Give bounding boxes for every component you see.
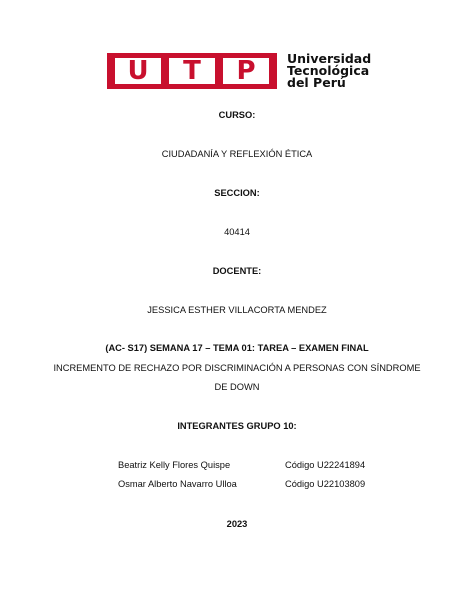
group-label: INTEGRANTES GRUPO 10: [177, 421, 297, 431]
logo-letter-u: U [115, 58, 161, 84]
member-code: Código U22241894 [285, 460, 366, 470]
teacher-label: DOCENTE: [212, 266, 262, 276]
university-name [287, 53, 371, 89]
university-name-line: Tecnológica [287, 63, 370, 78]
section-value: 40414 [224, 227, 250, 237]
university-name-line: del Perú [287, 75, 346, 90]
assignment-title: (AC- S17) SEMANA 17 – TEMA 01: TAREA – EXAMEN FINAL [105, 343, 369, 353]
year: 2023 [226, 519, 248, 529]
assignment-subtitle-line1: INCREMENTO DE RECHAZO POR DISCRIMINACIÓN A PERSONAS CON SÍNDROME [53, 363, 421, 373]
teacher-value: JESSICA ESTHER VILLACORTA MENDEZ [147, 305, 327, 315]
member-code: Código U22103809 [285, 479, 366, 489]
assignment-subtitle-line2: DE DOWN [214, 382, 260, 392]
logo-letter-t: T [169, 58, 215, 84]
member-name: Osmar Alberto Navarro Ulloa [118, 479, 237, 489]
course-value: CIUDADANÍA Y REFLEXIÓN ÉTICA [161, 149, 313, 159]
course-label: CURSO: [218, 110, 256, 120]
member-name: Beatriz Kelly Flores Quispe [118, 460, 231, 470]
university-name-line: Universidad [287, 51, 372, 66]
logo-letter-bar [107, 53, 277, 89]
logo-letter-p: P [223, 58, 269, 84]
utp-logo [107, 53, 371, 89]
section-label: SECCION: [214, 188, 260, 198]
